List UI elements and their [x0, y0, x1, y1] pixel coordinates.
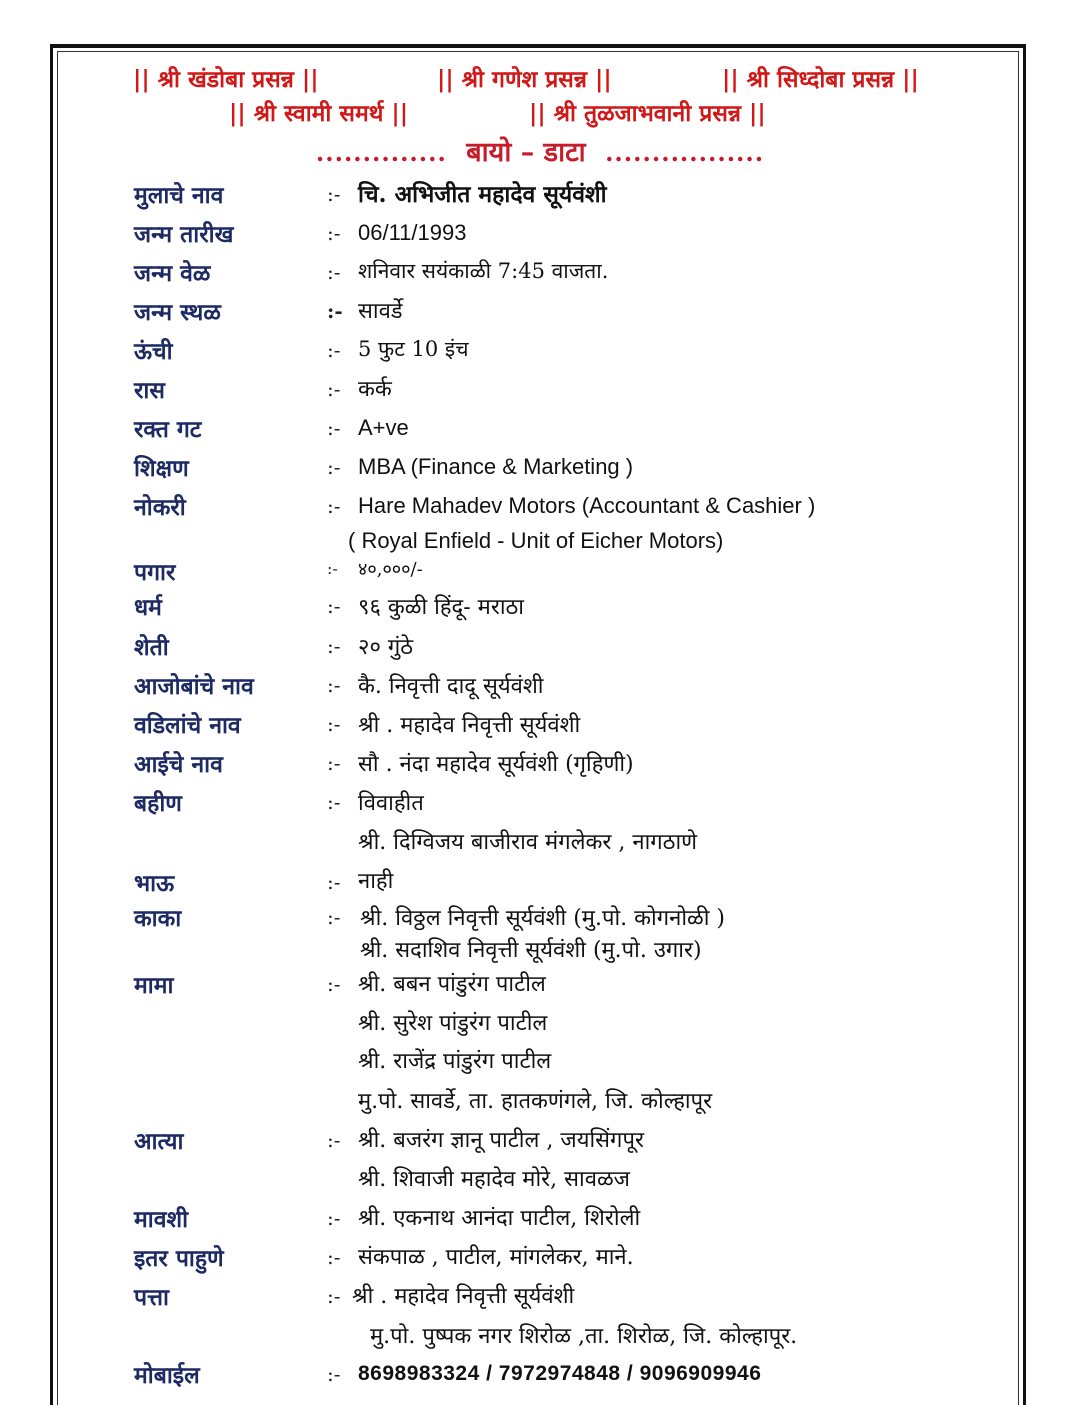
- value-uncle-paternal-2: श्री. सदाशिव निवृत्ती सूर्यवंशी (मु.पो. उगार): [360, 938, 702, 963]
- label-rashi: रास: [134, 377, 165, 404]
- value-aunt-paternal-2: श्री. शिवाजी महादेव मोरे, सावळज: [358, 1167, 630, 1192]
- value-address-name: श्री . महादेव निवृत्ती सूर्यवंशी: [352, 1284, 575, 1309]
- value-sister-spouse: श्री. दिग्विजय बाजीराव मंगलेकर , नागठाणे: [358, 830, 698, 855]
- separator: :-: [327, 712, 341, 736]
- value-farm: २० गुंठे: [358, 635, 414, 660]
- separator: :-: [327, 790, 341, 814]
- value-job: Hare Mahadev Motors (Accountant & Cashier ): [358, 493, 816, 518]
- value-birth-time: शनिवार सयंकाळी 7:45 वाजता.: [358, 259, 609, 283]
- separator: :-: [327, 182, 341, 206]
- invocation-swami-samarth: || श्री स्वामी समर्थ ||: [229, 100, 409, 127]
- label-uncle-paternal: काका: [134, 905, 182, 932]
- label-brother: भाऊ: [134, 870, 175, 897]
- separator: :-: [327, 905, 341, 929]
- value-uncle-maternal-1: श्री. बबन पांडुरंग पाटील: [358, 972, 546, 997]
- separator: :-: [327, 751, 341, 775]
- value-blood-group: A+ve: [358, 415, 409, 440]
- invocation-ganesh: || श्री गणेश प्रसन्न ||: [437, 66, 612, 93]
- separator: :-: [327, 1362, 341, 1386]
- value-brother: नाही: [358, 869, 394, 894]
- separator: :-: [327, 972, 341, 996]
- label-mother-name: आईचे नाव: [134, 751, 223, 778]
- title-text: बायो – डाटा: [466, 137, 586, 168]
- value-address-line: मु.पो. पुष्पक नगर शिरोळ ,ता. शिरोळ, जि. कोल्हापूर.: [370, 1324, 798, 1349]
- value-father-name: श्री . महादेव निवृत्ती सूर्यवंशी: [358, 713, 581, 738]
- separator: :-: [327, 455, 341, 479]
- value-mobile: 8698983324 / 7972974848 / 9096909946: [358, 1362, 762, 1385]
- document-title: [0, 132, 1080, 169]
- label-son-name: मुलाचे नाव: [134, 182, 224, 209]
- value-aunt-maternal: श्री. एकनाथ आनंदा पाटील, शिरोली: [358, 1206, 641, 1231]
- label-father-name: वडिलांचे नाव: [134, 712, 241, 739]
- value-job-company: ( Royal Enfield - Unit of Eicher Motors): [348, 528, 724, 553]
- separator: :-: [327, 299, 343, 323]
- value-uncle-paternal-1: श्री. विठ्ठल निवृत्ती सूर्यवंशी (मु.पो. कोगनोळी ): [360, 906, 726, 931]
- label-address: पत्ता: [134, 1284, 169, 1311]
- label-mobile: मोबाईल: [134, 1362, 200, 1389]
- value-uncle-maternal-address: मु.पो. सावर्डे, ता. हातकणंगले, जि. कोल्हापूर: [358, 1089, 713, 1114]
- separator: :-: [327, 594, 341, 618]
- label-job: नोकरी: [134, 494, 186, 521]
- separator: :-: [327, 260, 341, 284]
- separator: :-: [327, 338, 341, 362]
- value-uncle-maternal-2: श्री. सुरेश पांडुरंग पाटील: [358, 1011, 548, 1036]
- value-other-relatives: संकपाळ , पाटील, मांगलेकर, माने.: [358, 1245, 634, 1270]
- value-religion: ९६ कुळी हिंदू- मराठा: [358, 595, 525, 620]
- label-blood-group: रक्त गट: [134, 416, 202, 443]
- label-salary: पगार: [134, 559, 176, 586]
- label-grandfather-name: आजोबांचे नाव: [134, 673, 254, 700]
- label-farm: शेती: [134, 634, 169, 661]
- label-birth-time: जन्म वेळ: [134, 260, 211, 287]
- separator: :-: [327, 673, 341, 697]
- invocation-khandoba: || श्री खंडोबा प्रसन्न ||: [133, 66, 319, 93]
- value-education: MBA (Finance & Marketing ): [358, 454, 634, 479]
- label-height: ऊंची: [134, 338, 173, 365]
- separator: :-: [327, 377, 341, 401]
- value-son-name: चि. अभिजीत महादेव सूर्यवंशी: [358, 181, 607, 208]
- label-religion: धर्म: [134, 594, 162, 621]
- separator: :-: [327, 1128, 341, 1152]
- value-uncle-maternal-3: श्री. राजेंद्र पांडुरंग पाटील: [358, 1049, 552, 1074]
- separator: :-: [327, 634, 341, 658]
- separator: :-: [327, 1245, 341, 1269]
- separator: :-: [327, 870, 341, 894]
- label-aunt-paternal: आत्या: [134, 1128, 184, 1155]
- separator: :-: [327, 494, 341, 518]
- value-mother-name: सौ . नंदा महादेव सूर्यवंशी (गृहिणी): [358, 752, 634, 777]
- label-education: शिक्षण: [134, 455, 189, 482]
- label-uncle-maternal: मामा: [134, 972, 174, 999]
- label-aunt-maternal: मावशी: [134, 1206, 189, 1233]
- separator: :-: [327, 559, 338, 578]
- value-salary: ४०,०००/-: [358, 559, 423, 580]
- label-birth-place: जन्म स्थळ: [134, 299, 221, 326]
- label-other-relatives: इतर पाहुणे: [134, 1245, 224, 1272]
- value-birth-place: सावर्डे: [358, 299, 403, 324]
- invocation-tuljabhavani: || श्री तुळजाभवानी प्रसन्न ||: [529, 100, 766, 127]
- value-aunt-paternal-1: श्री. बजरंग ज्ञानू पाटील , जयसिंगपूर: [358, 1128, 644, 1153]
- value-grandfather-name: कै. निवृत्ती दादू सूर्यवंशी: [358, 674, 544, 699]
- value-rashi: कर्क: [358, 377, 392, 402]
- value-birth-date: 06/11/1993: [358, 220, 467, 245]
- separator: :-: [327, 416, 341, 440]
- label-sister: बहीण: [134, 790, 182, 817]
- invocation-siddhoba: || श्री सिध्दोबा प्रसन्न ||: [722, 66, 919, 93]
- value-height: 5 फुट 10 इंच: [358, 337, 469, 361]
- separator: :-: [327, 221, 341, 245]
- title-dots-right: .................: [605, 138, 765, 167]
- title-dots-left: ..............: [315, 138, 447, 167]
- separator: :-: [327, 1206, 341, 1230]
- label-birth-date: जन्म तारीख: [134, 221, 234, 248]
- separator: :-: [327, 1284, 341, 1308]
- value-sister: विवाहीत: [358, 791, 424, 816]
